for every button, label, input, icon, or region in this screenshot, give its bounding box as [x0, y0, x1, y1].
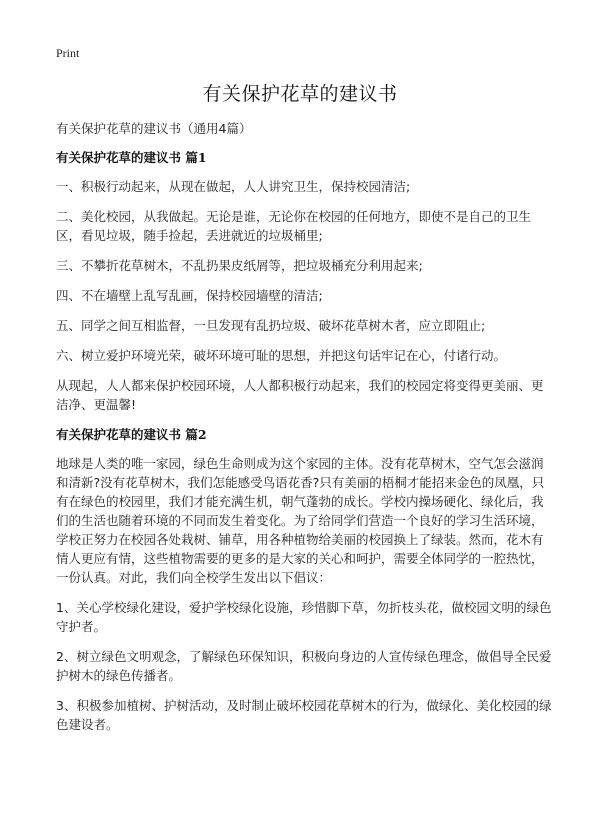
paragraph: 五、同学之间互相监督，一旦发现有乱扔垃圾、破坏花草树木者，应立即阻止;	[56, 318, 486, 333]
paragraph: 从现起，人人都来保护校园环境，人人都积极行动起来，我们的校园定将变得更美丽、更洁净、更温馨!	[56, 378, 544, 412]
paragraph: 三、不攀折花草树木，不乱扔果皮纸屑等，把垃圾桶充分利用起来;	[56, 258, 423, 273]
document-subtitle: 有关保护花草的建议书（通用4篇）	[56, 121, 252, 136]
paragraph: 1、关心学校绿化建设，爱护学校绿化设施，珍惜脚下草，勿折枝头花，做校园文明的绿色守护者。	[56, 600, 552, 634]
document-body	[56, 119, 552, 745]
section-heading-1: 有关保护花草的建议书 篇1	[56, 150, 207, 165]
paragraph: 二、美化校园，从我做起。无论是谁，无论你在校园的任何地方，即使不是自己的卫生区，看见垃圾，随手捡起，丢进就近的垃圾桶里;	[56, 209, 532, 243]
paragraph: 六、树立爱护环境光荣，破坏环境可耻的思想，并把这句话牢记在心，付诸行动。	[56, 348, 507, 363]
paragraph: 2、树立绿色文明观念，了解绿色环保知识，积极向身边的人宣传绿色理念，做倡导全民爱护树木的绿色传播者。	[56, 649, 552, 683]
document-title: 有关保护花草的建议书	[202, 83, 398, 105]
print-link[interactable]: Print	[56, 46, 80, 60]
paragraph: 地球是人类的唯一家园，绿色生命则成为这个家园的主体。没有花草树木，空气怎会滋润和清新?没有花草树木，我们怎能感受鸟语花香?只有美丽的梧桐才能招来金色的凤凰，只有在绿色的校园里，我们才能充满生机，朝气蓬勃的成长。学校内操场硬化、绿化后，我们的生活也随着环境的不同而发生着变化。为了给同学们营造一个良好的学习生活环境，学校正努力在校园各处栽树、铺草，用各种植物给美丽的校园换上了绿装。然而，花木有情人更应有情，这些植物需要的更多的是大家的关心和呵护，需要全体同学的一腔热忱，一份认真。对此，我们向全校学生发出以下倡议：	[56, 456, 545, 585]
section-heading-2: 有关保护花草的建议书 篇2	[56, 427, 207, 442]
paragraph: 四、不在墙壁上乱写乱画，保持校园墙壁的清洁;	[56, 288, 323, 303]
paragraph: 3、积极参加植树、护树活动，及时制止破坏校园花草树木的行为，做绿化、美化校园的绿色建设者。	[56, 698, 552, 732]
paragraph: 一、积极行动起来，从现在做起，人人讲究卫生，保持校园清洁;	[56, 179, 411, 194]
